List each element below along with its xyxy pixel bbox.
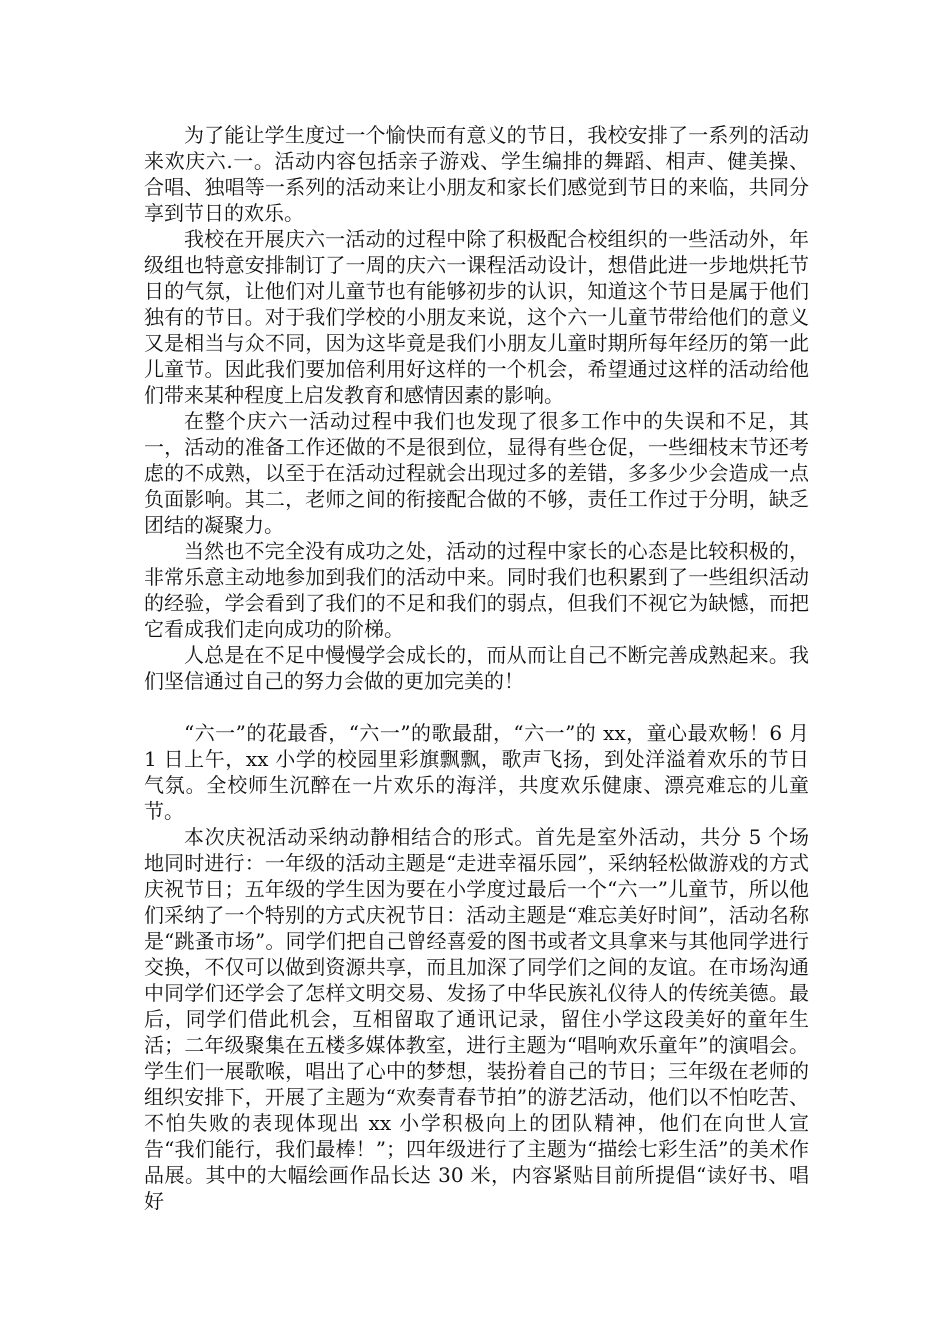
section-spacer xyxy=(144,694,809,720)
paragraph-4: 当然也不完全没有成功之处，活动的过程中家长的心态是比较积极的，非常乐意主动地参加到我们的活动中来。同时我们也积累到了一些组织活动的经验，学会看到了我们的不足和我们的弱点，但我们不视它为缺憾，而把它看成我们走向成功的阶梯。 xyxy=(144,539,809,641)
paragraph-3: 在整个庆六一活动过程中我们也发现了很多工作中的失误和不足，其一，活动的准备工作还做的不是很到位，显得有些仓促，一些细枝末节还考虑的不成熟，以至于在活动过程就会出现过多的差错，多多少少会造成一点负面影响。其二，老师之间的衔接配合做的不够，责任工作过于分明，缺乏团结的凝聚力。 xyxy=(144,409,809,537)
document-body xyxy=(144,122,809,1214)
paragraph-2: 我校在开展庆六一活动的过程中除了积极配合校组织的一些活动外，年级组也特意安排制订了一周的庆六一课程活动设计，想借此进一步地烘托节日的气氛，让他们对儿童节也有能够初步的认识，知道这个节日是属于他们独有的节日。对于我们学校的小朋友来说，这个六一儿童节带给他们的意义又是相当与众不同，因为这毕竟是我们小朋友儿童时期所每年经历的第一此儿童节。因此我们要加倍利用好这样的一个机会，希望通过这样的活动给他们带来某种程度上启发教育和感情因素的影响。 xyxy=(144,227,809,407)
paragraph-1: 为了能让学生度过一个愉快而有意义的节日，我校安排了一系列的活动来欢庆六.一。活动内容包括亲子游戏、学生编排的舞蹈、相声、健美操、合唱、独唱等一系列的活动来让小朋友和家长们感觉到节日的来临，共同分享到节日的欢乐。 xyxy=(144,123,809,225)
paragraph-6: “六一”的花最香，“六一”的歌最甜，“六一”的 xx，童心最欢畅！6 月 1 日上午，xx 小学的校园里彩旗飘飘，歌声飞扬，到处洋溢着欢乐的节日气氛。全校师生沉醉在一片欢乐的海洋，共度欢乐健康、漂亮难忘的儿童节。 xyxy=(144,721,809,823)
paragraph-5: 人总是在不足中慢慢学会成长的，而从而让自己不断完善成熟起来。我们坚信通过自己的努力会做的更加完美的！ xyxy=(144,643,809,693)
paragraph-7: 本次庆祝活动采纳动静相结合的形式。首先是室外活动，共分 5 个场地同时进行：一年级的活动主题是“走进幸福乐园”，采纳轻松做游戏的方式庆祝节日；五年级的学生因为要在小学度过最后一个“六一”儿童节，所以他们采纳了一个特别的方式庆祝节日：活动主题是“难忘美好时间”，活动名称是“跳蚤市场”。同学们把自己曾经喜爱的图书或者文具拿来与其他同学进行交换，不仅可以做到资源共享，而且加深了同学们之间的友谊。在市场沟通中同学们还学会了怎样文明交易、发扬了中华民族礼仪待人的传统美德。最后，同学们借此机会，互相留取了通讯记录，留住小学这段美好的童年生活；二年级聚集在五楼多媒体教室，进行主题为“唱响欢乐童年”的演唱会。学生们一展歌喉，唱出了心中的梦想，装扮着自己的节日；三年级在老师的组织安排下，开展了主题为“欢奏青春节拍”的游艺活动，他们以不怕吃苦、不怕失败的表现体现出 xx 小学积极向上的团队精神，他们在向世人宣告“我们能行，我们最棒！”；四年级进行了主题为“描绘七彩生活”的美术作品展。其中的大幅绘画作品长达 30 米，内容紧贴目前所提倡“读好书、唱好 xyxy=(144,825,809,1213)
